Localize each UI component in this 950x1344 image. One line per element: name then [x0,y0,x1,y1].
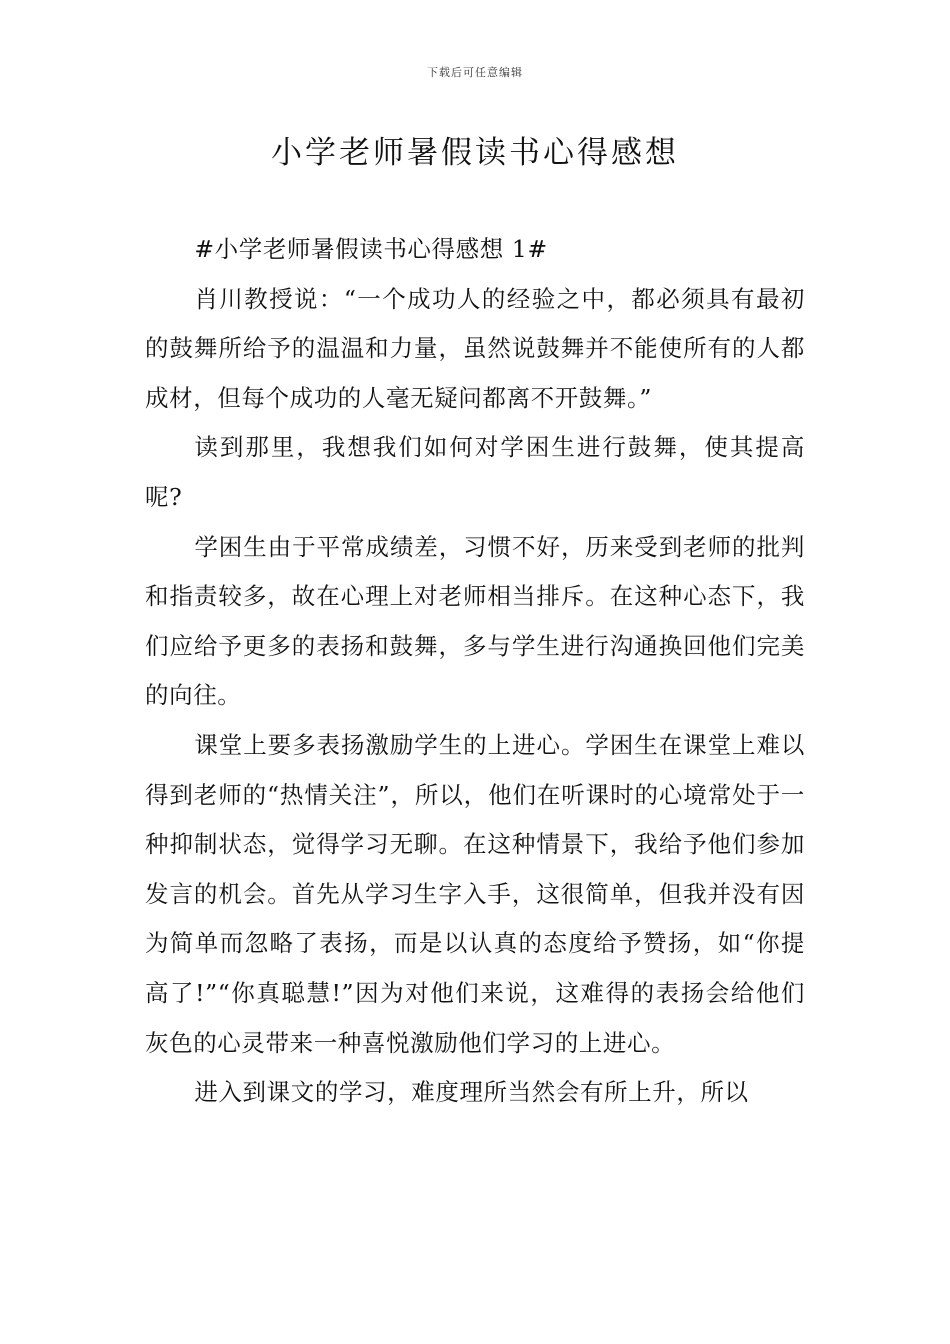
document-body [145,225,805,1118]
header-note: 下载后可任意编辑 [427,66,523,79]
body-paragraph: 进入到课文的学习，难度理所当然会有所上升，所以 [194,1078,749,1107]
document-title: 小学老师暑假读书心得感想 [271,135,679,171]
body-paragraph: 读到那里，我想我们如何对学困生进行鼓舞，使其提高呢? [145,433,805,511]
body-paragraph: 学困生由于平常成绩差，习惯不好，历来受到老师的批判和指责较多，故在心理上对老师相当排斥。在这种心态下，我们应给予更多的表扬和鼓舞，多与学生进行沟通换回他们完美的向往。 [145,532,805,710]
section-heading: #小学老师暑假读书心得感想 1# [194,235,548,263]
body-paragraph: 肖川教授说：“一个成功人的经验之中，都必须具有最初的鼓舞所给予的温温和力量，虽然说鼓舞并不能使所有的人都成材，但每个成功的人毫无疑问都离不开鼓舞。” [145,284,805,412]
body-paragraph: 课堂上要多表扬激励学生的上进心。学困生在课堂上难以得到老师的“热情关注”，所以，他们在听课时的心境常处于一种抑制状态，觉得学习无聊。在这种情景下，我给予他们参加发言的机会。首先从学习生字入手，这很简单，但我并没有因为简单而忽略了表扬，而是以认真的态度给予赞扬，如“你提高了!”“你真聪慧!”因为对他们来说，这难得的表扬会给他们灰色的心灵带来一种喜悦激励他们学习的上进心。 [145,730,805,1057]
